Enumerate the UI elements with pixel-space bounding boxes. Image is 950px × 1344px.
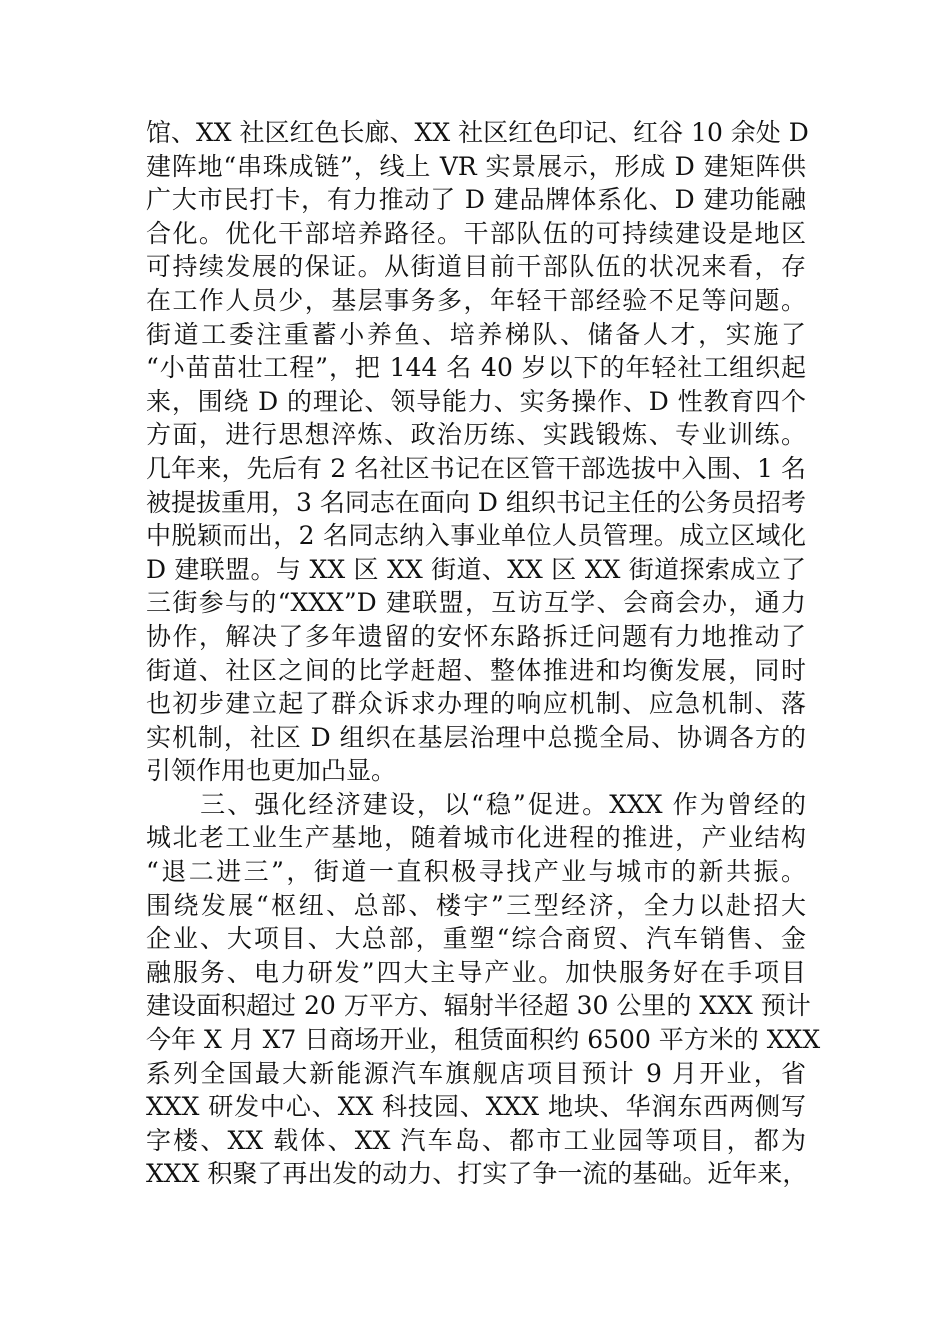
- text-line: 可持续发展的保证。从街道目前干部队伍的状况来看，存: [146, 252, 806, 282]
- text-line: 也初步建立起了群众诉求办理的响应机制、应急机制、落: [146, 689, 806, 719]
- text-line: 融服务、电力研发”四大主导产业。加快服务好在手项目: [146, 957, 806, 987]
- text-line: “退二进三”，街道一直积极寻找产业与城市的新共振。: [146, 857, 806, 887]
- text-line: 几年来，先后有 2 名社区书记在区管干部选拔中入围、1 名: [146, 453, 806, 483]
- text-line: 中脱颖而出，2 名同志纳入事业单位人员管理。成立区域化: [146, 521, 806, 551]
- text-line: 今年 X 月 X7 日商场开业，租赁面积约 6500 平方米的 XXX: [146, 1025, 821, 1055]
- text-line: 在工作人员少，基层事务多，年轻干部经验不足等问题。: [146, 285, 806, 315]
- text-line: 街道、社区之间的比学赶超、整体推进和均衡发展，同时: [146, 655, 806, 685]
- text-line: 企业、大项目、大总部，重塑“综合商贸、汽车销售、金: [146, 924, 806, 954]
- text-line: 系列全国最大新能源汽车旗舰店项目预计 9 月开业，省: [146, 1058, 806, 1088]
- text-line: 被提拔重用，3 名同志在面向 D 组织书记主任的公务员招考: [146, 487, 806, 517]
- text-line: 合化。优化干部培养路径。干部队伍的可持续建设是地区: [146, 218, 806, 248]
- text-line: 广大市民打卡，有力推动了 D 建品牌体系化、D 建功能融: [146, 185, 806, 215]
- text-line: 城北老工业生产基地，随着城市化进程的推进，产业结构: [146, 823, 806, 853]
- text-line: 字楼、XX 载体、XX 汽车岛、都市工业园等项目，都为: [146, 1125, 806, 1155]
- text-line: 引领作用也更加凸显。: [146, 756, 397, 786]
- text-line: XXX 研发中心、XX 科技园、XXX 地块、华润东西两侧写: [146, 1092, 806, 1122]
- text-line: 建设面积超过 20 万平方、辐射半径超 30 公里的 XXX 预计: [146, 991, 811, 1021]
- text-line: D 建联盟。与 XX 区 XX 街道、XX 区 XX 街道探索成立了: [146, 554, 806, 584]
- text-line: 建阵地“串珠成链”，线上 VR 实景展示，形成 D 建矩阵供: [146, 151, 806, 181]
- text-line: 来，围绕 D 的理论、领导能力、实务操作、D 性教育四个: [146, 386, 806, 416]
- text-line: “小苗苗壮工程”，把 144 名 40 岁以下的年轻社工组织起: [146, 353, 806, 383]
- text-line: 三街参与的“XXX”D 建联盟，互访互学、会商会办，通力: [146, 588, 806, 618]
- text-line: 协作，解决了多年遗留的安怀东路拆迁问题有力地推动了: [146, 621, 806, 651]
- text-line: 实机制，社区 D 组织在基层治理中总揽全局、协调各方的: [146, 722, 806, 752]
- text-line: XXX 积聚了再出发的动力、打实了争一流的基础。近年来，: [146, 1159, 808, 1189]
- text-line: 方面，进行思想淬炼、政治历练、实践锻炼、专业训练。: [146, 420, 806, 450]
- text-line: 围绕发展“枢纽、总部、楼宇”三型经济，全力以赴招大: [146, 890, 806, 920]
- body-text: [146, 116, 821, 1191]
- text-line: 街道工委注重蓄小养鱼、培养梯队、储备人才，实施了: [146, 319, 806, 349]
- text-line: 三、强化经济建设，以“稳”促进。XXX 作为曾经的: [146, 789, 806, 819]
- text-line: 馆、XX 社区红色长廊、XX 社区红色印记、红谷 10 余处 D: [146, 118, 809, 147]
